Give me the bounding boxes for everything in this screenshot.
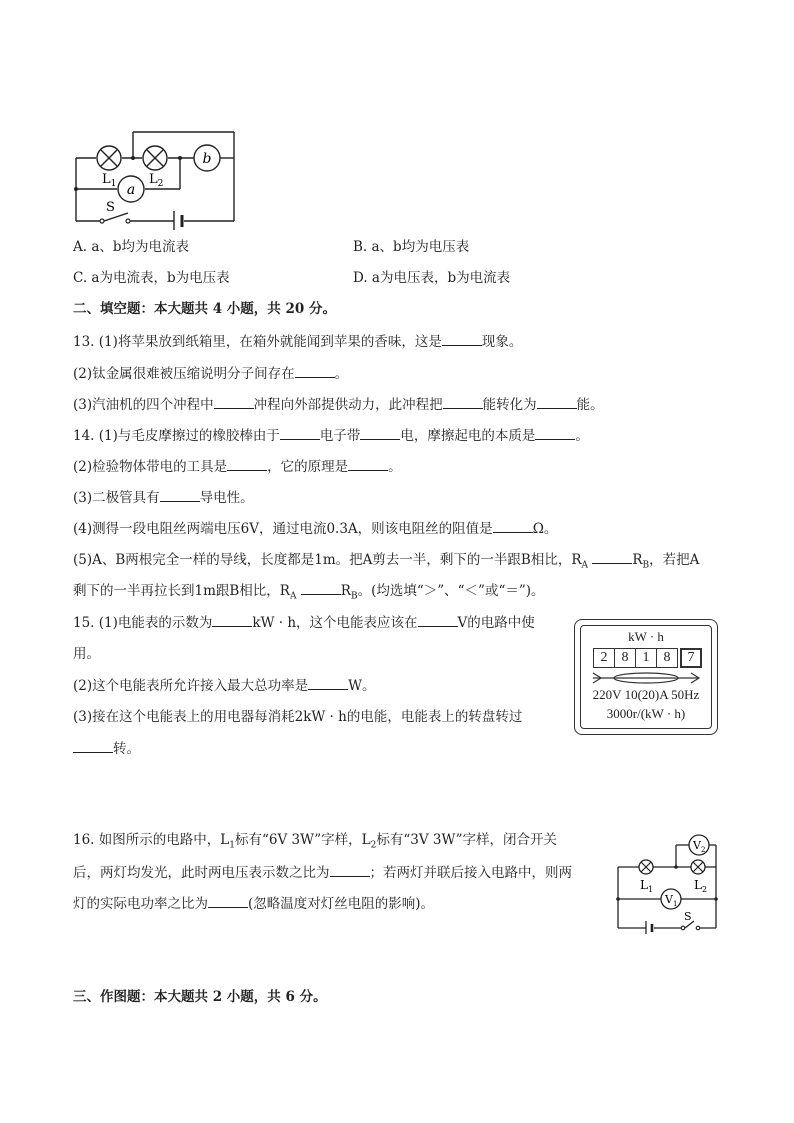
label-l2: $L_2$	[694, 878, 708, 894]
q16-part3: 灯的实际电功率之比为 (忽略温度对灯丝电阻的影响)。	[73, 893, 434, 913]
label-s: S	[106, 200, 115, 215]
meter-digit: 1	[636, 648, 657, 668]
q14-part6: 剩下的一半再拉长到1m跟B相比，$R_A$ $R_B$。(均选填“＞”、“＜”或“＝”)。	[73, 580, 545, 600]
meter-digit: 8	[615, 648, 636, 668]
q15-part3-cont: 转。	[73, 738, 140, 758]
meter-dial-icon	[591, 670, 703, 686]
lamp-l1-icon	[639, 860, 653, 874]
lamp-l2-icon	[143, 146, 167, 170]
label-l1: $L_1$	[102, 172, 117, 189]
label-v1: $V_1$	[665, 893, 678, 908]
section-3-title: 三、作图题：本大题共 2 小题，共 6 分。	[73, 989, 327, 1005]
circuit-diagram-q12	[70, 125, 245, 230]
q15-part1-cont: 用。	[73, 646, 100, 662]
option-b: B. a、b均为电压表	[353, 239, 470, 255]
q14-part4: (4)测得一段电阻丝两端电压6V，通过电流0.3A，则该电阻丝的阻值是 Ω。	[73, 518, 557, 538]
electric-meter-figure	[574, 619, 718, 735]
q16-part1: 16. 如图所示的电路中，$L_1$标有“6V 3W”字样，$L_2$标有“3V 3W”字样，闭合开关	[73, 832, 557, 851]
option-a: A. a、b均为电流表	[73, 239, 190, 255]
circuit-diagram-q16	[612, 832, 722, 934]
lamp-l1-icon	[97, 146, 121, 170]
meter-digit: 8	[657, 648, 678, 668]
meter-constant: 3000r/(kW · h)	[606, 706, 686, 721]
meter-digit: 2	[593, 648, 615, 668]
q14-part2: (2)检验物体带电的工具是 ，它的原理是 。	[73, 456, 402, 476]
q14-part5: (5)A、B两根完全一样的导线，长度都是1m。把A剪去一半，剩下的一半跟B相比，$R_A$ $R_B$，若把A	[73, 549, 699, 569]
q13-part3: (3)汽油机的四个冲程中 冲程向外部提供动力，此冲程把 能转化为 能。	[73, 394, 604, 414]
q14-part3: (3)二极管具有 导电性。	[73, 487, 254, 507]
label-l1: $L_1$	[640, 878, 654, 894]
q14-part1: 14. (1)与毛皮摩擦过的橡胶棒由于 电子带 电，摩擦起电的本质是 。	[73, 425, 589, 445]
q16-part2: 后，两灯均发光，此时两电压表示数之比为 ；若两灯并联后接入电路中，则两	[73, 862, 572, 882]
lamp-l2-icon	[691, 860, 705, 874]
label-l2: $L_2$	[149, 172, 164, 189]
meter-digit-last: 7	[680, 648, 702, 668]
meter-b-label: b	[202, 151, 212, 167]
label-v2: $V_2$	[693, 839, 706, 854]
option-c: C. a为电流表，b为电压表	[73, 270, 230, 286]
meter-a-label: a	[126, 182, 136, 198]
q15-part1: 15. (1)电能表的示数为 kW · h，这个电能表应该在 V的电路中使	[73, 612, 535, 632]
section-2-title: 二、填空题：本大题共 4 小题，共 20 分。	[73, 301, 336, 317]
option-d: D. a为电压表，b为电流表	[353, 270, 511, 286]
q13-part2: (2)钛金属很难被压缩说明分子间存在 。	[73, 363, 348, 383]
meter-unit: kW · h	[628, 629, 664, 644]
q13-part1: 13. (1)将苹果放到纸箱里，在箱外就能闻到苹果的香味，这是 现象。	[73, 331, 522, 351]
label-s: S	[684, 910, 692, 923]
q15-part2: (2)这个电能表所允许接入最大总功率是 W。	[73, 675, 376, 695]
meter-digits	[593, 648, 702, 668]
q15-part3: (3)接在这个电能表上的用电器每消耗2kW · h的电能，电能表上的转盘转过	[73, 709, 523, 725]
meter-rating: 220V 10(20)A 50Hz	[592, 687, 700, 702]
